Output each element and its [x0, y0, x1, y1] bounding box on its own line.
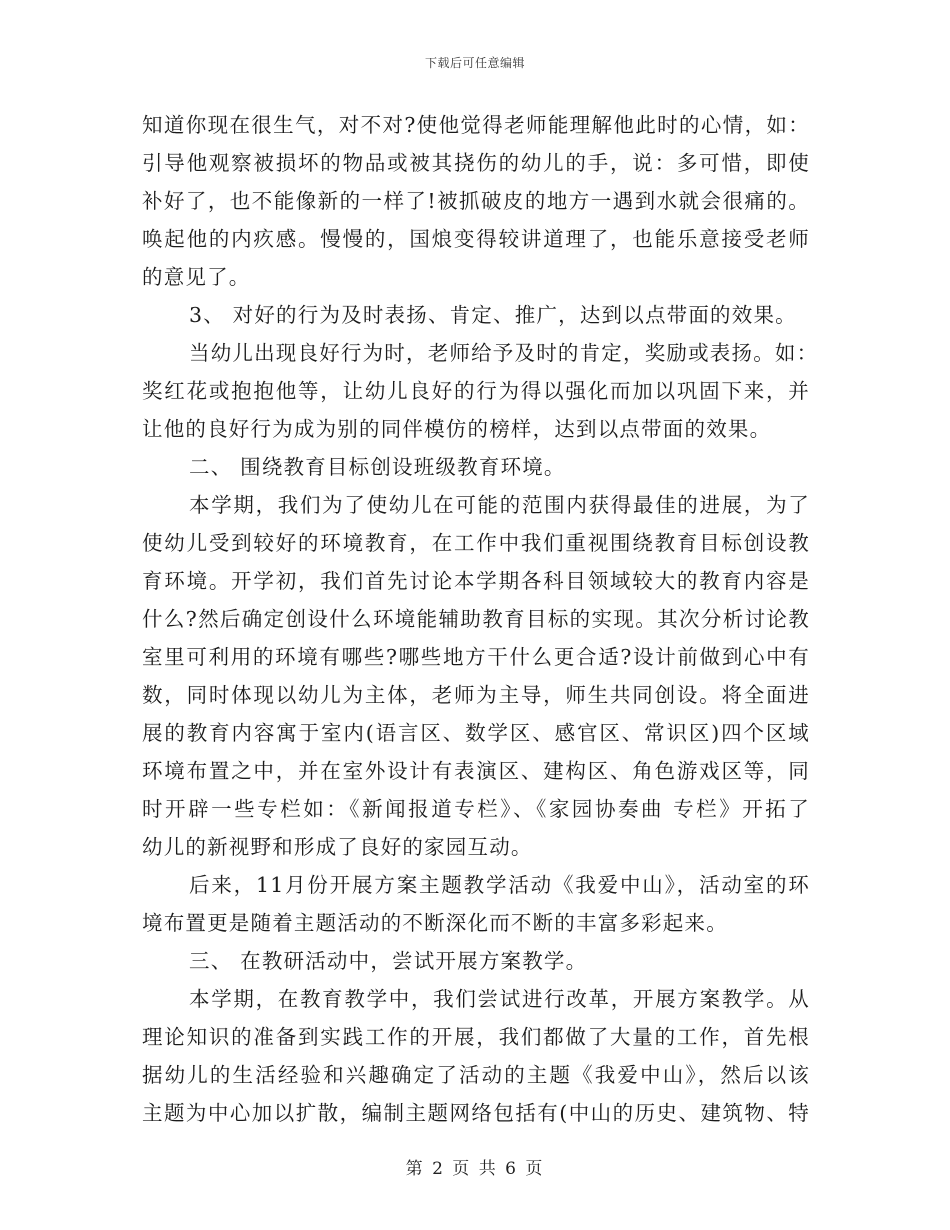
body-line: 境布置更是随着主题活动的不断深化而不断的丰富多彩起来。 [142, 911, 728, 935]
body-line: 时开辟一些专栏如：《新闻报道专栏》、《家园协奏曲 专栏》开拓了 [142, 797, 810, 821]
body-line: 唤起他的内疚感。慢慢的，国烺变得较讲道理了，也能乐意接受老师 [142, 227, 810, 251]
body-line: 幼儿的新视野和形成了良好的家园互动。 [142, 835, 533, 859]
section-heading: 3、 对好的行为及时表扬、肯定、推广，达到以点带面的效果。 [189, 303, 797, 327]
body-line: 什么?然后确定创设什么环境能辅助教育目标的实现。其次分析讨论教 [142, 607, 810, 631]
body-line: 奖红花或抱抱他等，让幼儿良好的行为得以强化而加以巩固下来，并 [142, 379, 810, 403]
body-line: 室里可利用的环境有哪些?哪些地方干什么更合适?设计前做到心中有 [142, 645, 810, 669]
body-line: 本学期，我们为了使幼儿在可能的范围内获得最佳的进展，为了 [189, 493, 810, 517]
body-line: 据幼儿的生活经验和兴趣确定了活动的主题《我爱中山》，然后以该 [142, 1063, 810, 1087]
body-line: 当幼儿出现良好行为时，老师给予及时的肯定，奖励或表扬。如： [189, 341, 819, 365]
body-line: 数，同时体现以幼儿为主体，老师为主导，师生共同创设。将全面进 [142, 683, 810, 707]
page-number: 第 2 页 共 6 页 [405, 1159, 545, 1179]
body-line: 补好了，也不能像新的一样了!被抓破皮的地方一遇到水就会很痛的。 [142, 189, 810, 213]
body-line: 本学期，在教育教学中，我们尝试进行改革，开展方案教学。从 [189, 987, 810, 1011]
body-line: 使幼儿受到较好的环境教育，在工作中我们重视围绕教育目标创设教 [142, 531, 810, 555]
section-heading: 三、 在教研活动中，尝试开展方案教学。 [189, 949, 588, 973]
page-header: 下载后可任意编辑 [424, 56, 525, 70]
body-line: 理论知识的准备到实践工作的开展，我们都做了大量的工作，首先根 [142, 1025, 810, 1049]
body-line: 知道你现在很生气，对不对?使他觉得老师能理解他此时的心情，如： [142, 113, 810, 137]
body-line: 育环境。开学初，我们首先讨论本学期各科目领域较大的教育内容是 [142, 569, 810, 593]
section-heading: 二、 围绕教育目标创设班级教育环境。 [189, 455, 566, 479]
document-body [142, 106, 819, 1132]
body-line: 环境布置之中，并在室外设计有表演区、建构区、角色游戏区等，同 [142, 759, 810, 783]
body-line: 引导他观察被损坏的物品或被其挠伤的幼儿的手，说：多可惜，即使 [142, 151, 810, 175]
body-line: 主题为中心加以扩散，编制主题网络包括有(中山的历史、建筑物、特 [142, 1101, 810, 1125]
body-line: 展的教育内容寓于室内(语言区、数学区、感官区、常识区)四个区域 [142, 721, 810, 745]
body-line: 后来，11月份开展方案主题教学活动《我爱中山》，活动室的环 [189, 873, 810, 897]
body-line: 让他的良好行为成为别的同伴模仿的榜样，达到以点带面的效果。 [142, 417, 772, 441]
body-line: 的意见了。 [142, 265, 251, 289]
